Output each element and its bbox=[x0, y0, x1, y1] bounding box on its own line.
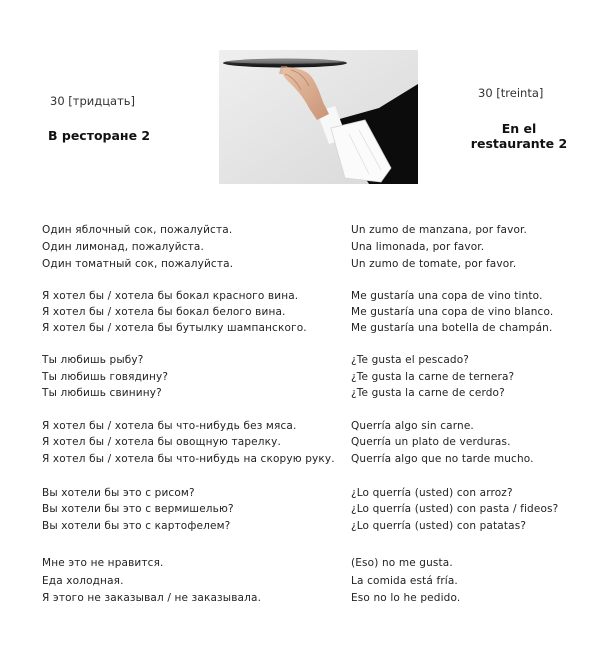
phrase-es: ¿Te gusta la carne de cerdo? bbox=[351, 387, 505, 399]
phrase-ru: Один томатный сок, пожалуйста. bbox=[42, 258, 234, 270]
phrase-ru: Ты любишь свинину? bbox=[42, 387, 162, 399]
phrase-ru: Я хотел бы / хотела бы овощную тарелку. bbox=[42, 436, 281, 448]
phrase-es: Eso no lo he pedido. bbox=[351, 592, 461, 604]
phrase-ru: Вы хотели бы это с рисом? bbox=[42, 487, 195, 499]
phrase-ru: Один лимонад, пожалуйста. bbox=[42, 241, 205, 253]
lesson-number-es: 30 [treinta] bbox=[478, 86, 544, 100]
phrase-es: Me gustaría una botella de champán. bbox=[351, 322, 553, 334]
phrase-es: ¿Lo querría (usted) con arroz? bbox=[351, 487, 513, 499]
phrase-es: Querría algo sin carne. bbox=[351, 420, 474, 432]
phrase-ru: Один яблочный сок, пожалуйста. bbox=[42, 224, 233, 236]
phrase-ru: Вы хотели бы это с картофелем? bbox=[42, 520, 231, 532]
phrase-ru: Я хотел бы / хотела бы что-нибудь без мяса. bbox=[42, 420, 297, 432]
phrase-es: Una limonada, por favor. bbox=[351, 241, 485, 253]
phrase-es: Querría algo que no tarde mucho. bbox=[351, 453, 534, 465]
phrase-es: Un zumo de manzana, por favor. bbox=[351, 224, 528, 236]
phrase-es: Un zumo de tomate, por favor. bbox=[351, 258, 517, 270]
phrase-es: Me gustaría una copa de vino tinto. bbox=[351, 290, 543, 302]
phrase-es: (Eso) no me gusta. bbox=[351, 557, 453, 569]
phrase-ru: Я хотел бы / хотела бы бокал белого вина. bbox=[42, 306, 286, 318]
phrase-es: ¿Te gusta el pescado? bbox=[351, 354, 470, 366]
lesson-title-ru: В ресторане 2 bbox=[48, 128, 151, 143]
lesson-number-ru: 30 [тридцать] bbox=[50, 94, 136, 108]
phrase-es: La comida está fría. bbox=[351, 575, 458, 587]
phrase-ru: Вы хотели бы это с вермишелью? bbox=[42, 503, 234, 515]
phrase-ru: Ты любишь рыбу? bbox=[42, 354, 144, 366]
phrase-es: Querría un plato de verduras. bbox=[351, 436, 511, 448]
phrase-es: ¿Lo querría (usted) con patatas? bbox=[351, 520, 527, 532]
phrase-ru: Мне это не нравится. bbox=[42, 557, 164, 569]
phrase-ru: Я хотел бы / хотела бы бокал красного вина. bbox=[42, 290, 299, 302]
phrase-es: ¿Te gusta la carne de ternera? bbox=[351, 371, 515, 383]
phrase-ru: Я хотел бы / хотела бы что-нибудь на скорую руку. bbox=[42, 453, 335, 465]
waiter-tray-photo bbox=[219, 50, 418, 184]
phrase-ru: Ты любишь говядину? bbox=[42, 371, 169, 383]
lesson-title-es: En el restaurante 2 bbox=[470, 121, 568, 151]
waiter-tray-icon bbox=[219, 50, 418, 184]
phrase-ru: Я этого не заказывал / не заказывала. bbox=[42, 592, 262, 604]
phrase-ru: Еда холодная. bbox=[42, 575, 124, 587]
phrase-ru: Я хотел бы / хотела бы бутылку шампанского. bbox=[42, 322, 307, 334]
phrase-es: Me gustaría una copa de vino blanco. bbox=[351, 306, 554, 318]
phrase-es: ¿Lo querría (usted) con pasta / fideos? bbox=[351, 503, 559, 515]
